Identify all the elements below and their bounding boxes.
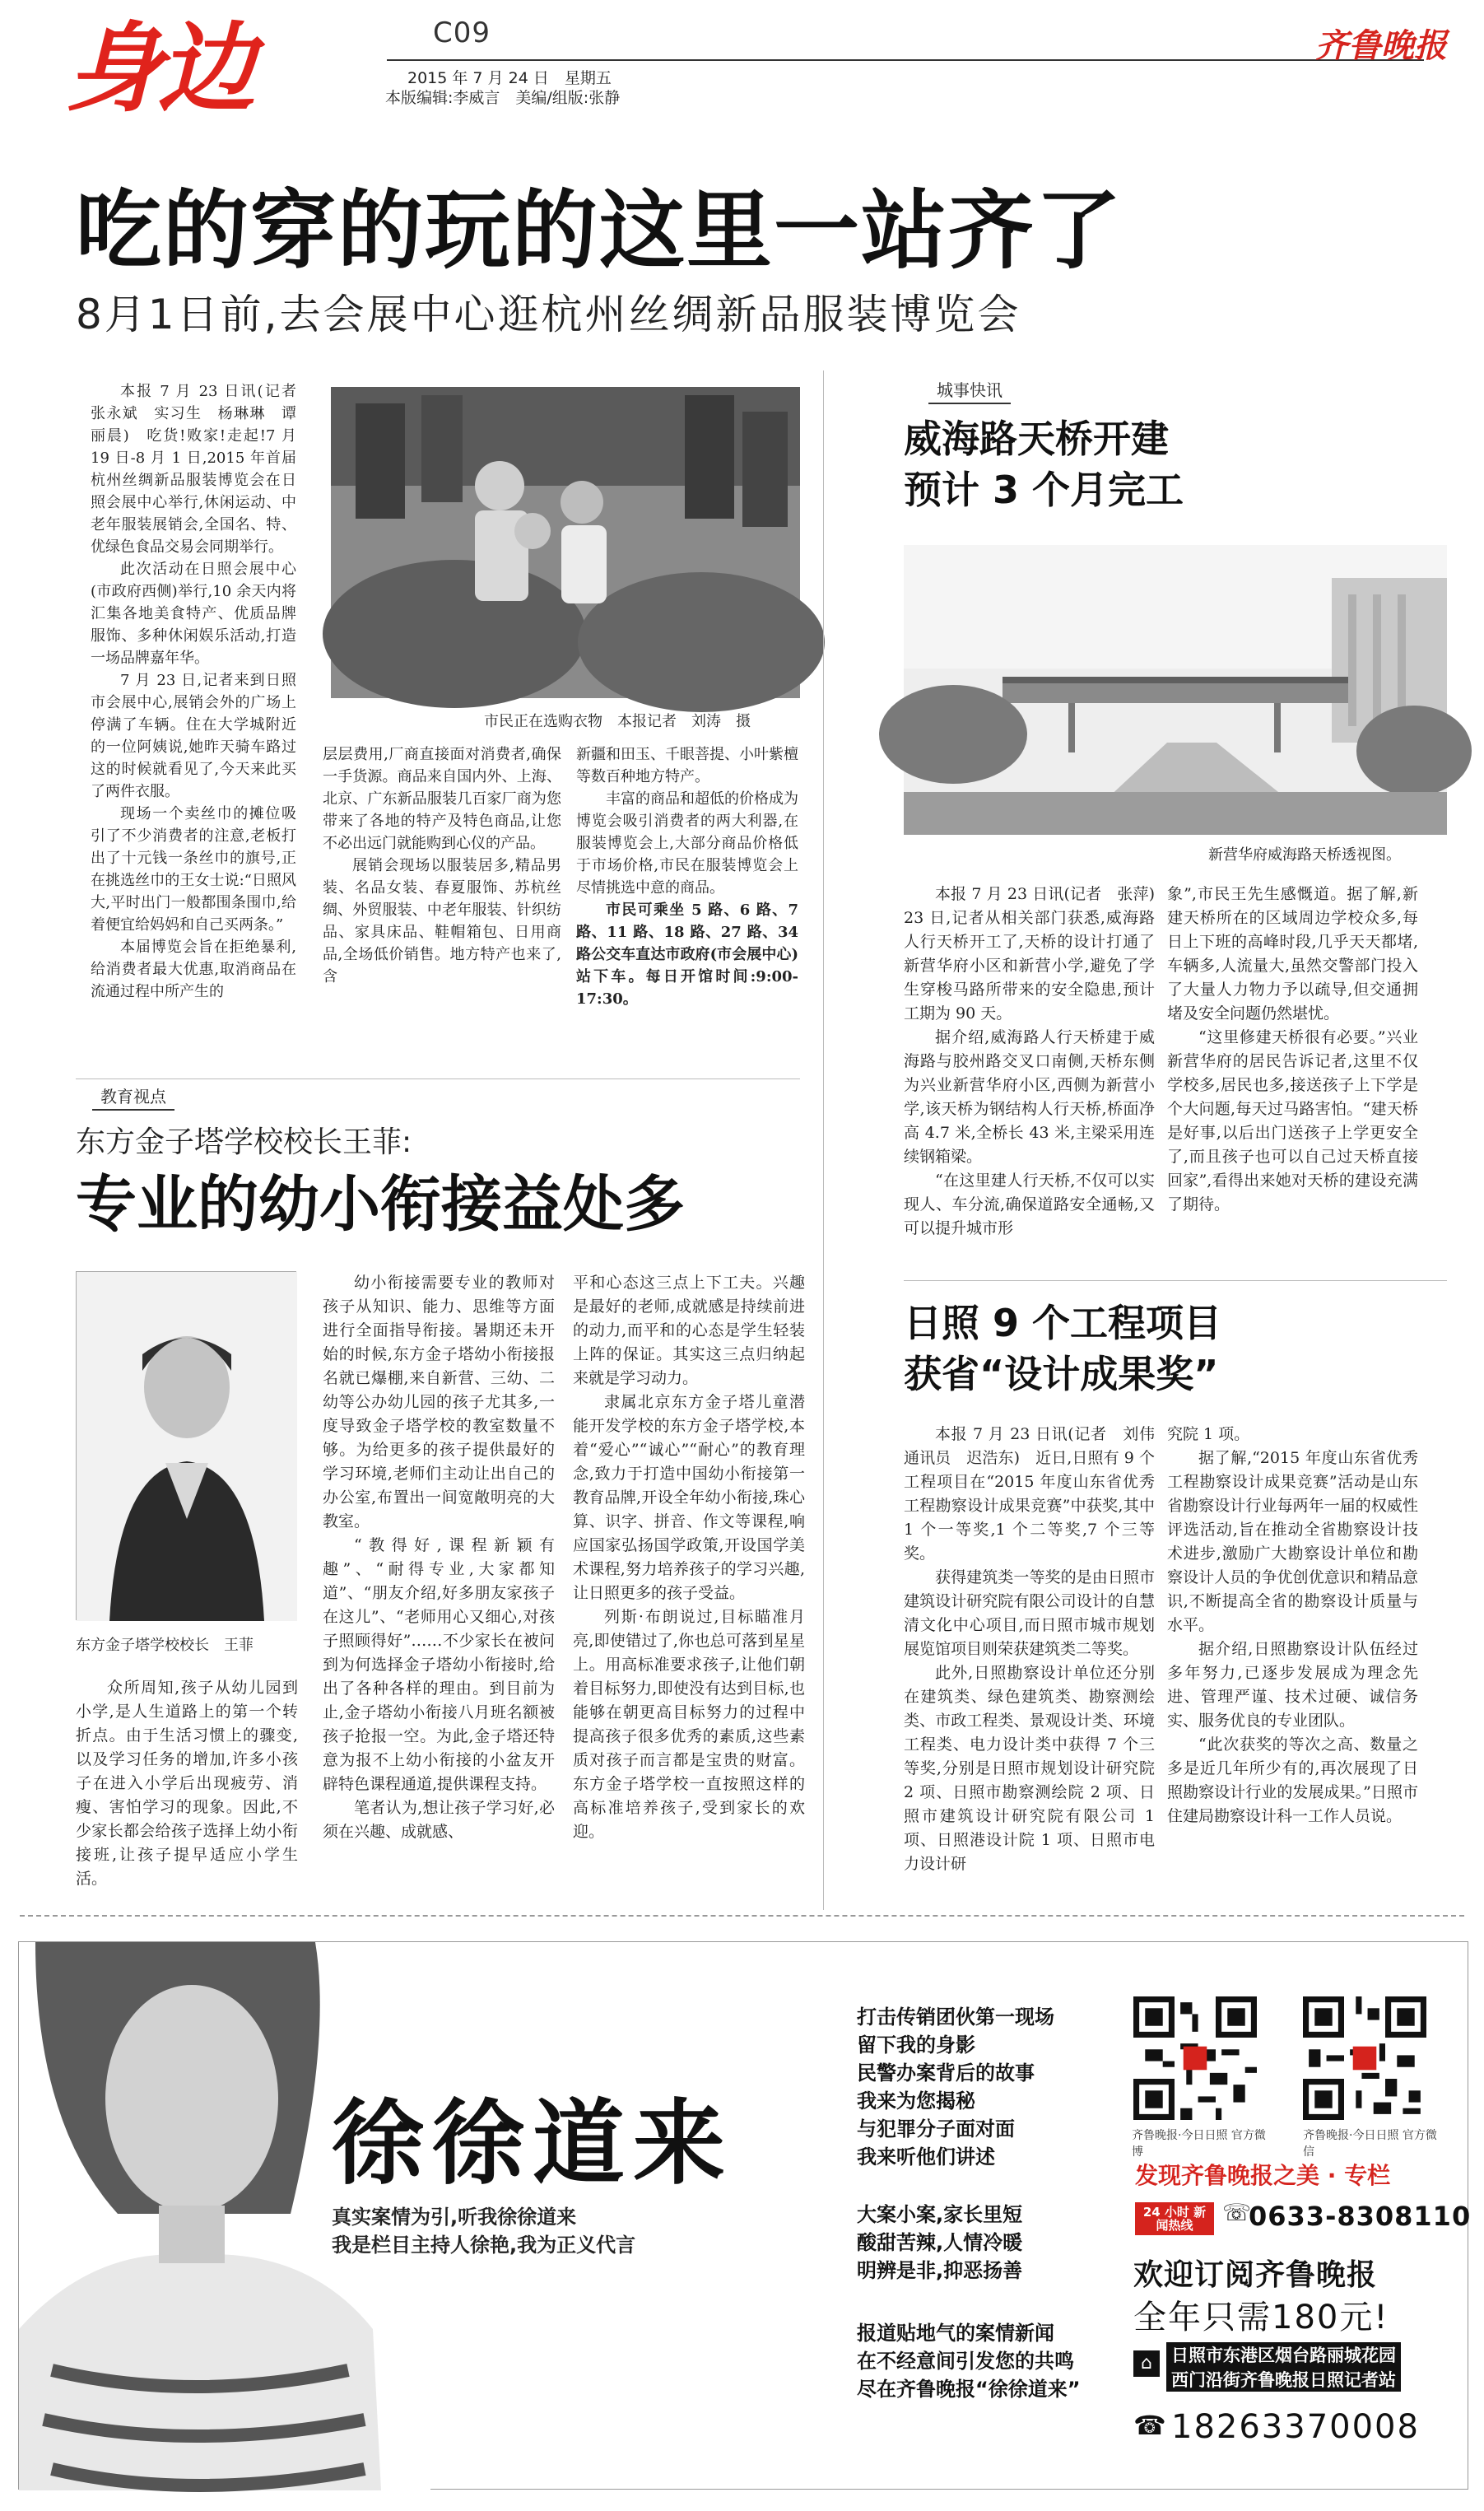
lead-byline: 本报 7 月 23 日讯(记者 张永斌 实习生 杨琳琳 谭丽晨) 吃货!败家!走起!7 月 19 日-8 月 1 日,2015 年首届杭州丝绸新品服装博览会在日照会展中心举行,休闲运动、中老年服装展销会,全国名、特、优绿色食品交易会同期举行。 bbox=[91, 383, 311, 556]
lead-photo-caption: 市民正在选购衣物 本报记者 刘涛 摄 bbox=[484, 713, 751, 730]
subscription-phone-row bbox=[1133, 2406, 1446, 2448]
education-paragraph: 列斯·布朗说过,目标瞄准月亮,即使错过了,你也总可落到星星上。用高标准要求孩子,让他们朝着目标努力,即使没有达到目标,也能够在朝更高目标努力的过程中提高孩子很多优秀的素质,这些素质对孩子而言都是宝贵的财富。东方金子塔学校一直按照这样的高标准培养孩子,受到家长的欢迎。 bbox=[573, 1608, 805, 1841]
qr-code-icon bbox=[1303, 1996, 1426, 2120]
hotline-row bbox=[1135, 2197, 1472, 2234]
bridge-photo-caption: 新营华府威海路天桥透视图。 bbox=[1208, 846, 1401, 864]
phone-icon: ☏ bbox=[1222, 2199, 1252, 2226]
lead-paragraph: 现场一个卖丝巾的摊位吸引了不少消费者的注意,老板打出了十元钱一条丝巾的旗号,正在挑选丝巾的王女士说:“日照风大,平时出门一般都围条围巾,给着便宜给妈妈和自己买两条。” bbox=[91, 805, 296, 934]
award-paragraph: 获得建筑类一等奖的是由日照市建筑设计研究院有限公司设计的自慧清文化中心项目,而日照市城市规划展览馆项目则荣获建筑类二等奖。 bbox=[904, 1568, 1155, 1658]
award-paragraph: 据介绍,日照勘察设计队伍经过多年努力,已逐步发展成为理念先进、管理严谨、技术过硬、诚信务实、服务优良的专业团队。 bbox=[1167, 1640, 1418, 1730]
section-title: 身边 bbox=[66, 12, 251, 125]
principal-portrait bbox=[77, 1272, 297, 1621]
address-line-2: 西门沿街齐鲁晚报日照记者站 bbox=[1166, 2367, 1401, 2392]
telephone-icon: ☎ bbox=[1133, 2410, 1166, 2441]
education-column-3 bbox=[573, 1271, 805, 1913]
ad-list-item: 我来为您揭秘 bbox=[857, 2089, 975, 2113]
location-icon: ⌂ bbox=[1133, 2350, 1160, 2377]
hotline-badge: 24 小时 新闻热线 bbox=[1135, 2202, 1214, 2235]
tagline-2: 我是栏目主持人徐艳,我为正义代言 bbox=[332, 2234, 636, 2257]
tagline-1: 真实案情为引,听我徐徐道来 bbox=[332, 2206, 577, 2229]
ad-list-item: 打击传销团伙第一现场 bbox=[857, 2006, 1054, 2029]
shopping-scene-image bbox=[331, 387, 800, 698]
education-paragraph: 隶属北京东方金子塔儿童潜能开发学校的东方金子塔学校,本着“爱心”“诚心”“耐心”的教育理念,致力于打造中国幼小衔接第一教育品牌,开设全年幼小衔接,珠心算、识字、拼音、作文等课程,响应国家弘扬国学政策,开设国学美术课程,努力培养孩子的学习兴趣,让日照更多的孩子受益。 bbox=[573, 1393, 805, 1602]
lead-photo bbox=[331, 387, 800, 698]
lead-paragraph: 层层费用,厂商直接面对消费者,确保一手货源。商品来自国内外、上海、北京、广东新品服装几百家厂商为您带来了各地的特产及特色商品,让您不必出远门就能购到心仪的产品。 bbox=[323, 746, 561, 852]
education-paragraph: 众所周知,孩子从幼儿园到小学,是人生道路上的第一个转折点。由于生活习惯上的骤变,以及学习任务的增加,许多小孩子在进入小学后出现疲劳、消瘦、害怕学习的现象。因此,不少家长都会给孩子选择上幼小衔接班,让孩子提早适应小学生活。 bbox=[76, 1679, 298, 1888]
advertisement bbox=[18, 1941, 1472, 2490]
column-divider bbox=[823, 370, 824, 1910]
city-news-paragraph: 据介绍,威海路人行天桥建于威海路与胶州路交叉口南侧,天桥东侧为兴业新营华府小区,西侧为新营小学,该天桥为钢结构人行天桥,桥面净高 4.7 米,全桥长 43 米,主梁采用连续钢箱梁。 bbox=[904, 1028, 1155, 1166]
address-line-1: 日照市东港区烟台路丽城花园 bbox=[1166, 2342, 1401, 2367]
city-news-column-2 bbox=[1167, 883, 1418, 1311]
city-news-headline-line: 威海路天桥开建 bbox=[904, 417, 1169, 461]
award-paragraph: 据了解,“2015 年度山东省优秀工程勘察设计成果竞赛”活动是山东省勘察设计行业每两年一届的权威性评选活动,旨在推动全省勘察设计技术进步,激励广大勘察设计单位和勘察设计人员的争优创优意识和精品意识,不断提高全省的勘察设计质量与水平。 bbox=[1167, 1449, 1418, 1634]
lead-column-3 bbox=[576, 743, 798, 1073]
ad-list-item: 在不经意间引发您的共鸣 bbox=[857, 2350, 1074, 2373]
lead-column-2 bbox=[323, 743, 561, 1073]
bus-info: 市民可乘坐 5 路、6 路、7 路、11 路、18 路、27 路、34 路公交车直达市政府(市会展中心)站下车。每日开馆时间:9:00-17:30。 bbox=[576, 901, 798, 1008]
ad-list-2 bbox=[857, 2201, 1022, 2285]
education-paragraph: 笔者认为,想让孩子学习好,必须在兴趣、成就感、 bbox=[323, 1799, 555, 1841]
ad-list-1 bbox=[857, 2003, 1054, 2171]
bridge-rendering-photo bbox=[904, 545, 1447, 835]
wechat-qr-code[interactable] bbox=[1303, 1996, 1426, 2120]
masthead bbox=[0, 0, 1484, 156]
education-paragraph: 幼小衔接需要专业的教师对孩子从知识、能力、思维等方面进行全面指导衔接。暑期还未开始的时候,东方金子塔幼小衔接报名就已爆棚,来自新营、三幼、二幼等公办幼儿园的孩子尤其多,一度导致金子塔学校的教室数量不够。为给更多的孩子提供最好的学习环境,老师们主动让出自己的办公室,布置出一间宽敞明亮的大教室。 bbox=[323, 1274, 555, 1530]
wechat-qr-caption: 齐鲁晚报·今日日照 官方微信 bbox=[1303, 2129, 1437, 2159]
city-news-paragraph: “这里修建天桥很有必要。”兴业新营华府的居民告诉记者,这里不仅学校多,居民也多,接送孩子上下学是个大问题,每天过马路害怕。“建天桥是好事,以后出门送孩子上学更安全了,而且孩子也可以自己过天桥直接回家”,看得出来她对天桥的建设充满了期待。 bbox=[1167, 1028, 1418, 1214]
hotline-number[interactable]: 0633-8308110 bbox=[1249, 2201, 1472, 2232]
award-headline-line: 获省“设计成果奖” bbox=[904, 1352, 1219, 1396]
section-rule bbox=[76, 1078, 800, 1079]
date-line: 2015 年 7 月 24 日 星期五 bbox=[407, 69, 612, 87]
ad-list-3 bbox=[857, 2319, 1081, 2403]
ad-list-item: 我来听他们讲述 bbox=[857, 2145, 995, 2169]
ad-list-item: 尽在齐鲁晚报“徐徐道来” bbox=[857, 2378, 1081, 2401]
award-paragraph: “此次获奖的等次之高、数量之多是近几年所少有的,再次展现了日照勘察设计行业的发展成果。”日照市住建局勘察设计科一工作人员说。 bbox=[1167, 1735, 1418, 1825]
city-news-headline-line: 预计 3 个月完工 bbox=[904, 468, 1184, 512]
city-news-headline bbox=[904, 413, 1439, 515]
subscribe-line-1: 欢迎订阅齐鲁晚报 bbox=[1133, 2258, 1378, 2292]
lead-headline: 吃的穿的玩的这里一站齐了 bbox=[76, 180, 1123, 281]
qr-code-icon bbox=[1133, 1996, 1257, 2120]
city-news-column-1 bbox=[904, 883, 1171, 1311]
lead-paragraph: 此次活动在日照会展中心(市政府西侧)举行,10 余天内将汇集各地美食特产、优质品牌服饰、多种休闲娱乐活动,打造一场品牌嘉年华。 bbox=[91, 561, 296, 667]
ad-list-item: 留下我的身影 bbox=[857, 2033, 975, 2057]
award-paragraph: 究院 1 项。 bbox=[1167, 1425, 1250, 1443]
lead-column-1 bbox=[91, 380, 311, 1072]
principal-photo bbox=[76, 1271, 296, 1620]
subscription-phone[interactable]: 18263370008 bbox=[1171, 2408, 1420, 2446]
city-news-tag: 城事快讯 bbox=[928, 375, 1011, 404]
address-block bbox=[1133, 2339, 1446, 2392]
award-paragraph: 本报 7 月 23 日讯(记者 刘伟 通讯员 迟浩东) 近日,日照有 9 个工程项目在“2015 年度山东省优秀工程勘察设计成果竞赛”中获奖,其中 1 个一等奖,1 个二等奖,7 个三等奖。 bbox=[904, 1425, 1171, 1563]
city-news-paragraph: “在这里建人行天桥,不仅可以实现人、车分流,确保道路安全通畅,又可以提升城市形 bbox=[904, 1172, 1155, 1237]
award-column-2 bbox=[1167, 1423, 1418, 1908]
column-slogan: 发现齐鲁晚报之美 · 专栏 bbox=[1135, 2162, 1391, 2189]
education-column-1 bbox=[76, 1676, 298, 1915]
lead-paragraph: 新疆和田玉、千眼菩提、小叶紫檀等数百种地方特产。 bbox=[576, 746, 798, 785]
city-news-paragraph: 本报 7 月 23 日讯(记者 张萍) 23 日,记者从相关部门获悉,威海路人行天桥开工了,天桥的设计打通了新营华府小区和新营小学,避免了学生穿梭马路所带来的安全隐患,预计工期为 90 天。 bbox=[904, 885, 1171, 1023]
masthead-rule bbox=[387, 59, 1424, 61]
weibo-qr-code[interactable] bbox=[1133, 1996, 1257, 2120]
education-tag: 教育视点 bbox=[92, 1082, 174, 1111]
award-rule bbox=[904, 1280, 1447, 1281]
lead-paragraph: 本届博览会旨在拒绝暴利,给消费者最大优惠,取消商品在流通过程中所产生的 bbox=[91, 939, 296, 1000]
weibo-qr-caption: 齐鲁晚报·今日日照 官方微博 bbox=[1132, 2129, 1266, 2159]
newspaper-name: 齐鲁晚报 bbox=[1315, 26, 1447, 65]
ad-list-item: 报道贴地气的案情新闻 bbox=[857, 2322, 1054, 2345]
page-number: C09 bbox=[433, 16, 491, 49]
ad-list-item: 酸甜苦辣,人情冷暖 bbox=[857, 2231, 1023, 2254]
ad-separator bbox=[20, 1915, 1464, 1917]
lead-paragraph: 丰富的商品和超低的价格成为博览会吸引消费者的两大利器,在服装博览会上,大部分商品价格低于市场价格,市民在服装博览会上尽情挑选中意的商品。 bbox=[576, 790, 798, 897]
award-headline-line: 日照 9 个工程项目 bbox=[904, 1301, 1222, 1345]
lead-subhead: 8月1日前,去会展中心逛杭州丝绸新品服装博览会 bbox=[76, 291, 1021, 338]
ad-list-item: 大案小案,家长里短 bbox=[857, 2203, 1023, 2226]
award-paragraph: 此外,日照勘察设计单位还分别在建筑类、绿色建筑类、勘察测绘类、市政工程类、景观设计类、环境工程类、电力设计类中获得 7 个三等奖,分别是日照市规划设计研究院 2 项、日照市勘察测绘院 2 项、日照市建筑设计研究院有限公司 1 项、日照港设计院 1 项、日照市电力设计研 bbox=[904, 1664, 1155, 1873]
lead-paragraph: 展销会现场以服装居多,精品男装、名品女装、春夏服饰、苏杭丝绸、外贸服装、中老年服装、针织纺品、家具床品、鞋帽箱包、日用商品,全场低价销售。地方特产也来了,含 bbox=[323, 857, 561, 985]
education-kicker: 东方金子塔学校校长王菲: bbox=[76, 1125, 412, 1159]
award-column-1 bbox=[904, 1423, 1171, 1908]
ad-list-item: 与犯罪分子面对面 bbox=[857, 2117, 1015, 2141]
lead-paragraph: 7 月 23 日,记者来到日照市会展中心,展销会外的广场上停满了车辆。住在大学城附近的一位阿姨说,她昨天骑车路过这的时候就看见了,今天来此买了两件衣服。 bbox=[91, 672, 296, 800]
education-paragraph: 平和心态这三点上下工夫。兴趣是最好的老师,成就感是持续前进的动力,而平和的心态是学生轻装上阵的保证。其实这三点归纳起来就是学习动力。 bbox=[573, 1274, 805, 1387]
ad-list-item: 民警办案背后的故事 bbox=[857, 2061, 1035, 2085]
ad-list-item: 明辨是非,抑恶扬善 bbox=[857, 2259, 1023, 2282]
bridge-image bbox=[904, 545, 1447, 835]
education-headline: 专业的幼小衔接益处多 bbox=[76, 1169, 685, 1240]
education-paragraph: “教得好,课程新颖有趣”、“耐得专业,大家都知道”、“朋友介绍,好多朋友家孩子在这儿”、“老师用心又细心,对孩子照顾得好”……不少家长在被问到为何选择金子塔幼小衔接时,给出了各种各样的理由。到目前为止,金子塔幼小衔接八月班名额被孩子抢报一空。为此,金子塔还特意为报不上幼小衔接的小盆友开辟特色课程通道,提供课程支持。 bbox=[323, 1536, 555, 1793]
subscribe-line-2: 全年只需180元! bbox=[1133, 2299, 1389, 2336]
principal-photo-caption: 东方金子塔学校校长 王菲 bbox=[76, 1637, 254, 1654]
city-news-paragraph: 象”,市民王先生感慨道。据了解,新建天桥所在的区域周边学校众多,每日上下班的高峰时段,几乎天天都堵,车辆多,人流量大,虽然交警部门投入了大量人力物力予以疏导,但交通拥堵及安全问题仍然堪忧。 bbox=[1167, 885, 1418, 1023]
education-column-2 bbox=[323, 1271, 555, 1913]
calligraphy-title: 徐徐道来 bbox=[332, 2089, 733, 2197]
award-headline bbox=[904, 1297, 1447, 1400]
editor-line: 本版编辑:李威言 美编/组版:张静 bbox=[385, 89, 621, 107]
